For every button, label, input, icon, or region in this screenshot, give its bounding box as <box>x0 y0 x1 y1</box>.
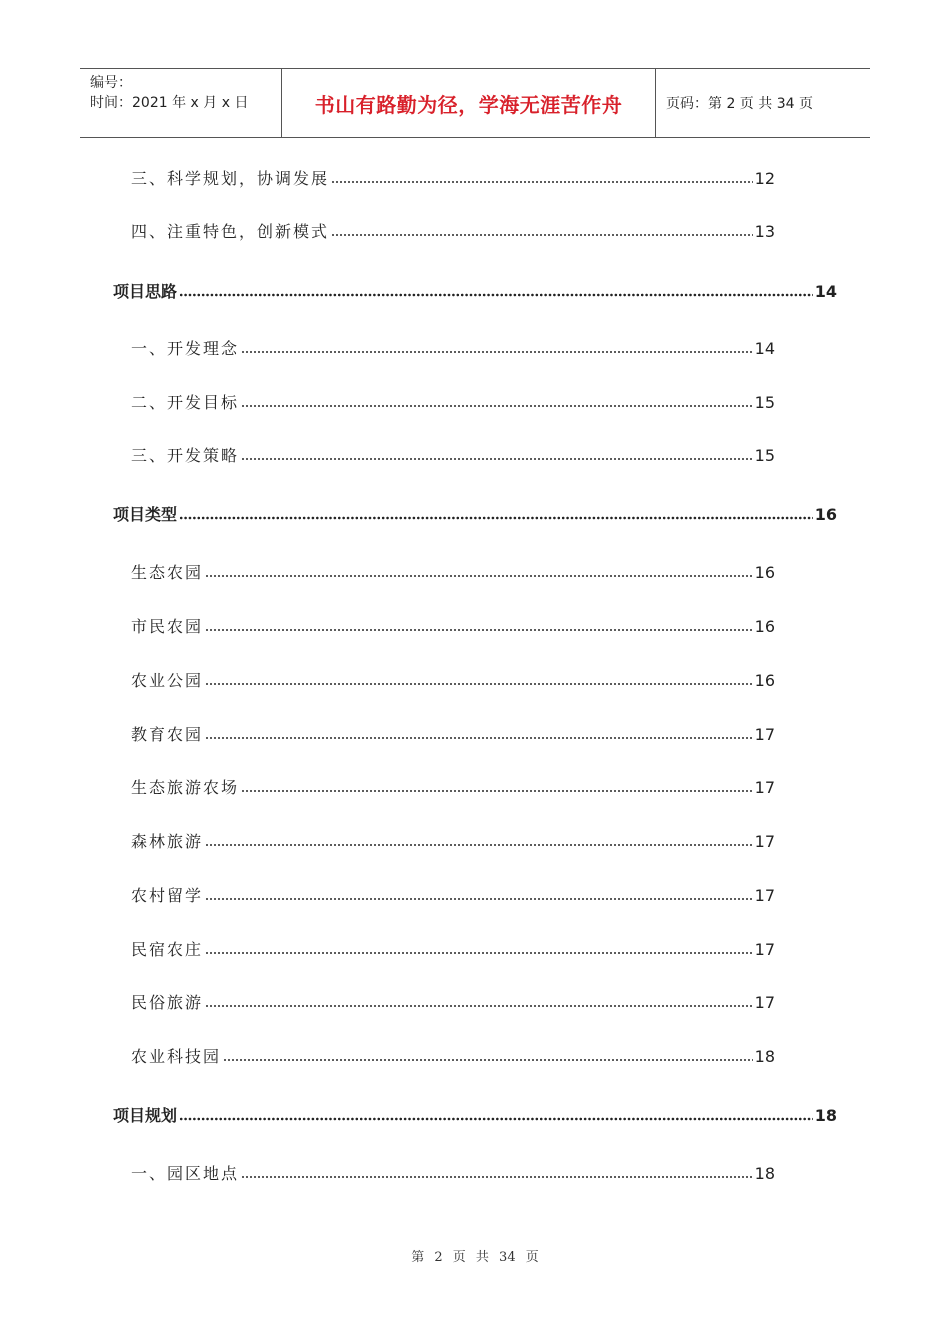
toc-page-number: 17 <box>754 940 775 959</box>
toc-page-number: 17 <box>754 832 775 851</box>
toc-entry[interactable] <box>131 390 775 416</box>
toc-entry[interactable] <box>131 668 775 694</box>
toc-page-number: 16 <box>754 617 775 636</box>
toc-dot-leader <box>241 775 753 793</box>
toc-dot-leader <box>205 560 753 578</box>
toc-dot-leader <box>241 390 753 408</box>
header-motto: 书山有路勤为径，学海无涯苦作舟 <box>314 92 623 117</box>
toc-entry[interactable] <box>131 829 775 855</box>
toc-page-number: 14 <box>814 282 837 301</box>
toc-entry-label: 生态旅游农场 <box>131 778 240 797</box>
toc-entry-label: 市民农园 <box>131 617 204 636</box>
header-page-cell <box>656 69 870 137</box>
toc-page-number: 16 <box>814 505 837 524</box>
document-header <box>80 68 870 138</box>
toc-section-entry[interactable] <box>113 1103 837 1129</box>
toc-page-number: 16 <box>754 671 775 690</box>
toc-entry-label: 三、科学规划，协调发展 <box>131 169 330 188</box>
document-date: 时间：2021 年 x 月 x 日 <box>90 95 249 111</box>
toc-entry[interactable] <box>131 336 775 362</box>
toc-page-number: 18 <box>754 1164 775 1183</box>
header-motto-cell <box>282 69 656 137</box>
toc-dot-leader <box>241 1161 753 1179</box>
toc-page-number: 15 <box>754 393 775 412</box>
toc-section-entry[interactable] <box>113 502 837 528</box>
toc-entry[interactable] <box>131 443 775 469</box>
toc-dot-leader <box>205 829 753 847</box>
toc-entry[interactable] <box>131 722 775 748</box>
toc-dot-leader <box>223 1044 753 1062</box>
toc-entry[interactable] <box>131 883 775 909</box>
toc-entry[interactable] <box>131 990 775 1016</box>
toc-dot-leader <box>331 166 753 184</box>
toc-page-number: 17 <box>754 725 775 744</box>
toc-entry[interactable] <box>131 775 775 801</box>
toc-section-entry[interactable] <box>113 279 837 305</box>
toc-page-number: 12 <box>754 169 775 188</box>
toc-dot-leader <box>205 883 753 901</box>
toc-dot-leader <box>205 990 753 1008</box>
toc-entry-label: 森林旅游 <box>131 832 204 851</box>
toc-entry-label: 民宿农庄 <box>131 940 204 959</box>
header-page-info: 页码：第 2 页 共 34 页 <box>666 96 813 112</box>
toc-entry-label: 农业公园 <box>131 671 204 690</box>
toc-entry-label: 一、开发理念 <box>131 339 240 358</box>
toc-page-number: 18 <box>814 1106 837 1125</box>
toc-entry-label: 项目类型 <box>113 505 178 524</box>
toc-entry-label: 项目思路 <box>113 282 178 301</box>
toc-entry-label: 一、园区地点 <box>131 1164 240 1183</box>
toc-dot-leader <box>205 937 753 955</box>
toc-entry-label: 四、注重特色，创新模式 <box>131 222 330 241</box>
toc-entry-label: 农业科技园 <box>131 1047 222 1066</box>
toc-entry[interactable] <box>131 166 775 192</box>
toc-page-number: 17 <box>754 993 775 1012</box>
toc-page-number: 16 <box>754 563 775 582</box>
toc-page-number: 15 <box>754 446 775 465</box>
toc-dot-leader <box>241 443 753 461</box>
toc-entry[interactable] <box>131 1044 775 1070</box>
toc-dot-leader <box>179 279 813 297</box>
toc-page-number: 13 <box>754 222 775 241</box>
toc-entry-label: 二、开发目标 <box>131 393 240 412</box>
toc-entry-label: 项目规划 <box>113 1106 178 1125</box>
toc-entry-label: 农村留学 <box>131 886 204 905</box>
header-left-cell <box>80 69 282 137</box>
toc-entry[interactable] <box>131 560 775 586</box>
toc-page-number: 14 <box>754 339 775 358</box>
toc-entry-label: 民俗旅游 <box>131 993 204 1012</box>
toc-dot-leader <box>179 1103 813 1121</box>
toc-page-number: 17 <box>754 886 775 905</box>
toc-entry[interactable] <box>131 219 775 245</box>
toc-entry[interactable] <box>131 937 775 963</box>
toc-page-number: 17 <box>754 778 775 797</box>
toc-entry[interactable] <box>131 1161 775 1187</box>
toc-page-number: 18 <box>754 1047 775 1066</box>
toc-dot-leader <box>331 219 753 237</box>
toc-dot-leader <box>241 336 753 354</box>
toc-dot-leader <box>205 614 753 632</box>
page-footer: 第 2 页 共 34 页 <box>411 1250 539 1265</box>
toc-entry-label: 三、开发策略 <box>131 446 240 465</box>
toc-dot-leader <box>205 722 753 740</box>
toc-dot-leader <box>205 668 753 686</box>
document-number-label: 编号： <box>90 75 132 91</box>
toc-dot-leader <box>179 502 813 520</box>
toc-entry[interactable] <box>131 614 775 640</box>
toc-entry-label: 教育农园 <box>131 725 204 744</box>
toc-entry-label: 生态农园 <box>131 563 204 582</box>
